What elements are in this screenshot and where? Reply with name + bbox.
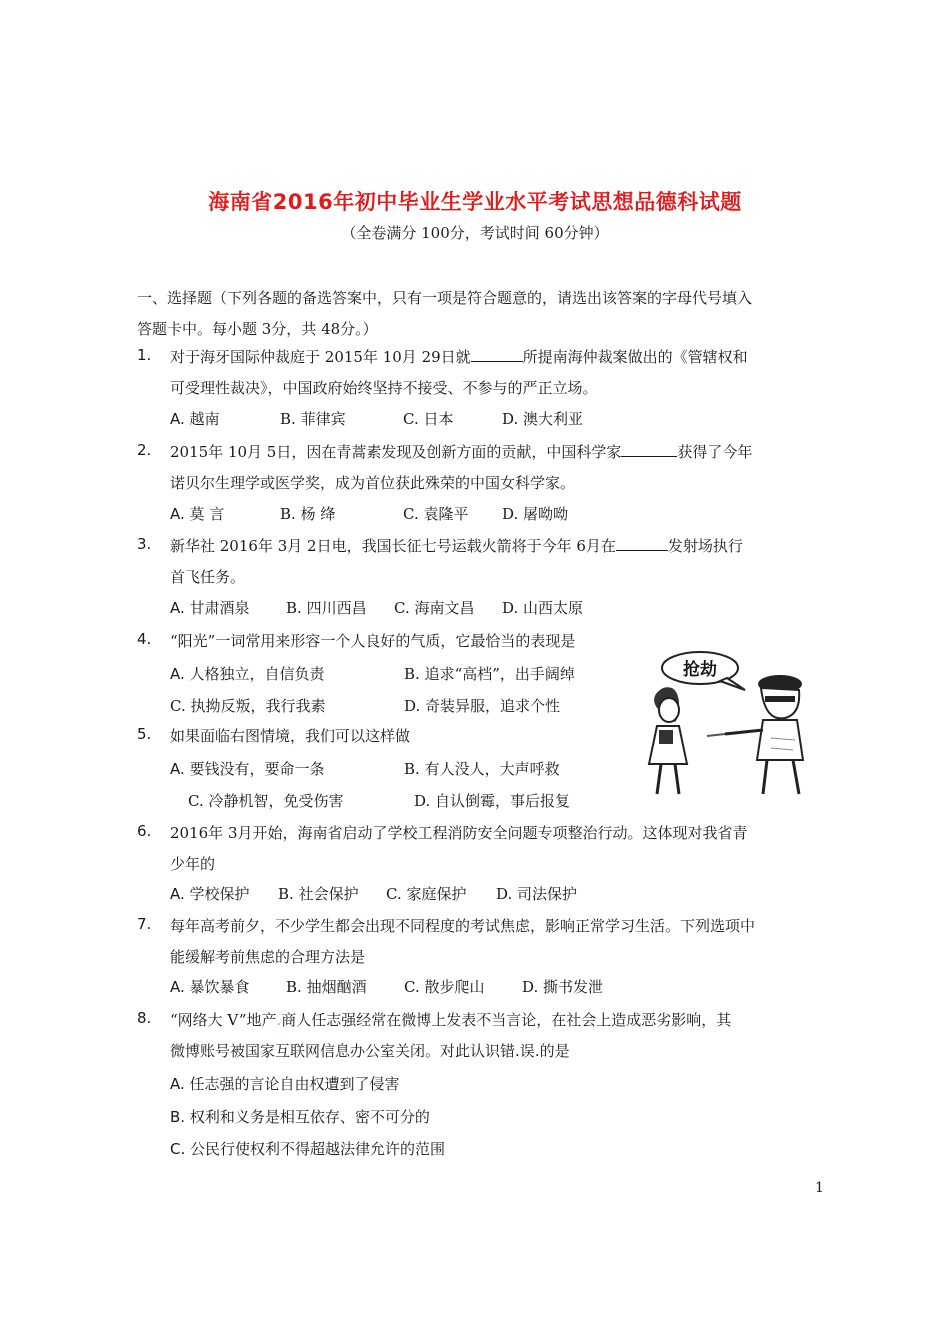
question-number: 4. bbox=[137, 630, 152, 648]
option-b: B. 有人没人，大声呼救 bbox=[404, 760, 560, 778]
option-b: B. 权利和义务是相互依存、密不可分的 bbox=[170, 1108, 430, 1126]
option-a: A. 人格独立，自信负责 bbox=[170, 665, 325, 683]
option-d: D. 屠呦呦 bbox=[502, 505, 569, 523]
option-b: B. 四川西昌 bbox=[286, 599, 367, 617]
question-text: 2016年 3月开始，海南省启动了学校工程消防安全问题专项整治行动。这体现对我省青 bbox=[170, 824, 748, 842]
question-text: “网络大 V”地产.商人任志强经常在微博上发表不当言论，在社会上造成恶劣影响，其 bbox=[170, 1011, 732, 1029]
option-a: A. 要钱没有，要命一条 bbox=[170, 760, 325, 778]
option-c: C. 散步爬山 bbox=[404, 978, 485, 996]
question-text: 新华社 2016年 3月 2日电，我国长征七号运载火箭将于今年 6月在 发射场执行 bbox=[170, 537, 743, 555]
question-number: 1. bbox=[137, 346, 152, 364]
exam-title: 海南省2016年初中毕业生学业水平考试思想品德科试题 bbox=[208, 190, 742, 214]
section-instruction-line2: 答题卡中。每小题 3分，共 48分。） bbox=[137, 320, 378, 338]
option-a: A. 越南 bbox=[170, 410, 220, 428]
page-number: 1 bbox=[815, 1180, 824, 1196]
question-text: 微博账号被国家互联网信息办公室关闭。对此认识错.误.的是 bbox=[170, 1042, 570, 1060]
question-text: 首飞任务。 bbox=[170, 568, 246, 586]
question-text: 每年高考前夕，不少学生都会出现不同程度的考试焦虑，影响正常学习生活。下列选项中 bbox=[170, 917, 756, 935]
question-text: 能缓解考前焦虑的合理方法是 bbox=[170, 948, 366, 966]
option-a: A. 甘肃酒泉 bbox=[170, 599, 250, 617]
option-a: A. 学校保护 bbox=[170, 885, 250, 903]
option-b: B. 菲律宾 bbox=[280, 410, 346, 428]
option-d: D. 奇装异服，追求个性 bbox=[404, 697, 561, 715]
option-c: C. 袁隆平 bbox=[403, 505, 469, 523]
option-b: B. 抽烟酗酒 bbox=[286, 978, 367, 996]
option-d: D. 撕书发泄 bbox=[522, 978, 604, 996]
option-d: D. 澳大利亚 bbox=[502, 410, 584, 428]
question-number: 2. bbox=[137, 441, 152, 459]
option-d: D. 司法保护 bbox=[496, 885, 578, 903]
speech-bubble-text: 抢劫 bbox=[683, 660, 717, 680]
option-c: C. 日本 bbox=[403, 410, 454, 428]
option-c: C. 执拗反叛，我行我素 bbox=[170, 697, 326, 715]
option-d: D. 自认倒霉，事后报复 bbox=[414, 792, 571, 810]
option-b: B. 杨 绛 bbox=[280, 505, 336, 523]
section-instruction-line1: 一、选择题（下列各题的备选答案中，只有一项是符合题意的，请选出该答案的字母代号填入 bbox=[137, 289, 753, 307]
question-number: 7. bbox=[137, 915, 152, 933]
option-c: C. 冷静机智，免受伤害 bbox=[188, 792, 344, 810]
option-a: A. 任志强的言论自由权遭到了侵害 bbox=[170, 1075, 400, 1093]
option-a: A. 莫 言 bbox=[170, 505, 225, 523]
robbery-cartoon-icon bbox=[645, 648, 815, 798]
option-d: D. 山西太原 bbox=[502, 599, 584, 617]
question-number: 8. bbox=[137, 1009, 152, 1027]
question-text: 如果面临右图情境，我们可以这样做 bbox=[170, 727, 411, 745]
question-number: 6. bbox=[137, 822, 152, 840]
option-c: C. 海南文昌 bbox=[394, 599, 475, 617]
question-text: 少年的 bbox=[170, 855, 216, 873]
question-number: 5. bbox=[137, 725, 152, 743]
option-c: C. 公民行使权利不得超越法律允许的范围 bbox=[170, 1140, 446, 1158]
option-a: A. 暴饮暴食 bbox=[170, 978, 250, 996]
question-text: “阳光”一词常用来形容一个人良好的气质，它最恰当的表现是 bbox=[170, 632, 576, 650]
exam-subtitle: （全卷满分 100分，考试时间 60分钟） bbox=[341, 224, 609, 242]
question-text: 2015年 10月 5日，因在青蒿素发现及创新方面的贡献，中国科学家 获得了今年 bbox=[170, 443, 753, 461]
question-text: 诺贝尔生理学或医学奖，成为首位获此殊荣的中国女科学家。 bbox=[170, 474, 576, 492]
question-number: 3. bbox=[137, 535, 152, 553]
question-text: 对于海牙国际仲裁庭于 2015年 10月 29日就 所提南海仲裁案做出的《管辖权和 bbox=[170, 348, 748, 366]
option-b: B. 社会保护 bbox=[278, 885, 359, 903]
option-c: C. 家庭保护 bbox=[386, 885, 467, 903]
question-text: 可受理性裁决》，中国政府始终坚持不接受、不参与的严正立场。 bbox=[170, 379, 598, 397]
option-b: B. 追求“高档”，出手阔绰 bbox=[404, 665, 575, 683]
